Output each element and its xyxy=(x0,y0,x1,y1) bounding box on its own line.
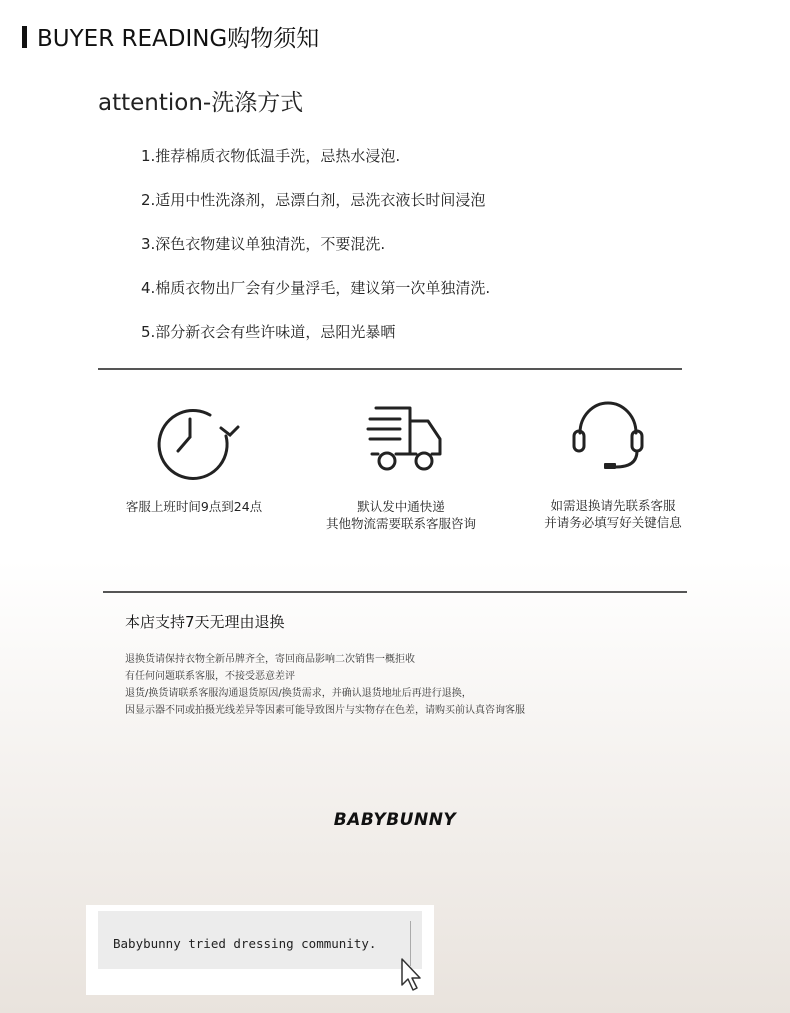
policy-line: 因显示器不同或拍摄光线差异等因素可能导致图片与实物存在色差，请购买前认真咨询客服 xyxy=(125,705,525,716)
service-caption-hours xyxy=(84,498,304,515)
community-text-field[interactable] xyxy=(98,911,422,969)
service-caption-returns xyxy=(503,497,723,531)
header-accent-bar xyxy=(22,26,27,48)
washing-item: 5.部分新衣会有些许味道，忌阳光暴晒 xyxy=(141,323,396,341)
washing-item: 1.推荐棉质衣物低温手洗，忌热水浸泡. xyxy=(141,147,401,165)
section-divider xyxy=(98,368,682,370)
policy-line: 有任何问题联系客服，不接受恶意差评 xyxy=(125,671,295,682)
policy-title: 本店支持7天无理由退换 xyxy=(125,613,285,631)
caption-line: 其他物流需要联系客服咨询 xyxy=(325,516,476,531)
washing-item: 3.深色衣物建议单独清洗，不要混洗. xyxy=(141,235,386,253)
caption-line: 默认发中通快递 xyxy=(357,499,445,514)
policy-line: 退换货请保持衣物全新吊牌齐全，寄回商品影响二次销售一概拒收 xyxy=(125,654,415,665)
brand-logo: BABYBUNNY xyxy=(333,810,457,830)
washing-item: 2.适用中性洗涤剂，忌漂白剂，忌洗衣液长时间浸泡 xyxy=(141,191,486,209)
clock-icon xyxy=(130,397,250,487)
caption-line: 并请务必填写好关键信息 xyxy=(544,515,682,530)
page-title: BUYER READING购物须知 xyxy=(37,26,320,52)
section-divider xyxy=(103,591,687,593)
washing-item: 4.棉质衣物出厂会有少量浮毛，建议第一次单独清洗. xyxy=(141,279,491,297)
headset-icon xyxy=(548,397,668,487)
policy-line: 退货/换货请联系客服沟通退货原因/换货需求，并确认退货地址后再进行退换， xyxy=(125,688,472,699)
washing-heading: attention-洗涤方式 xyxy=(98,90,304,116)
community-banner xyxy=(86,905,434,995)
community-text: Babybunny tried dressing community. xyxy=(113,936,377,951)
service-caption-shipping xyxy=(291,498,511,532)
delivery-truck-icon xyxy=(344,397,464,487)
caption-line: 客服上班时间9点到24点 xyxy=(125,499,263,514)
mouse-pointer-icon xyxy=(399,957,427,993)
caption-line: 如需退换请先联系客服 xyxy=(550,498,676,513)
